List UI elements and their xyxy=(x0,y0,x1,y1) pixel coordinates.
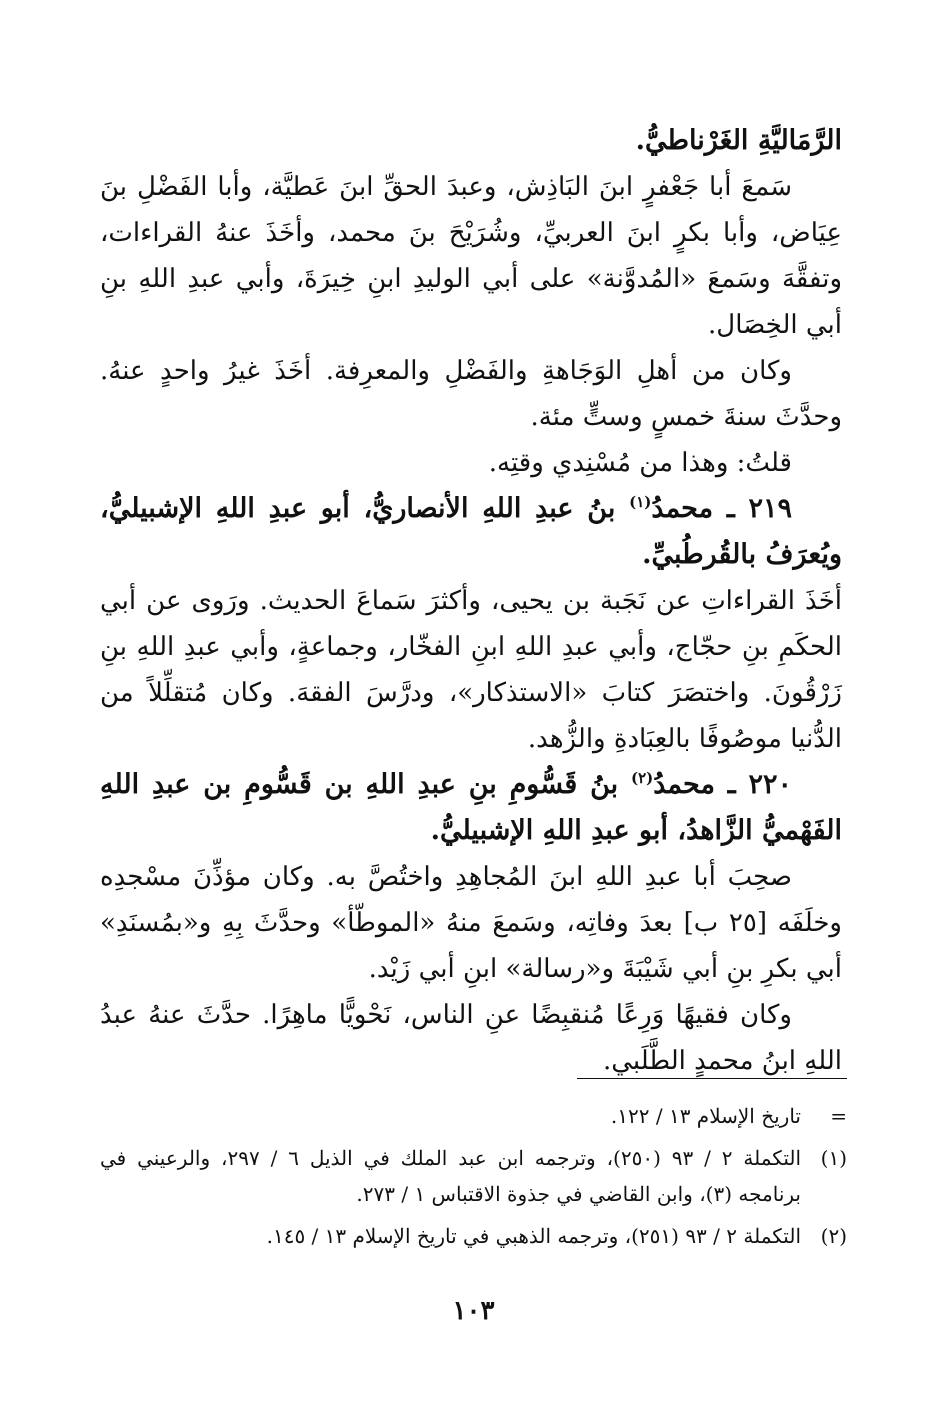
entry-heading-prefix: ٢١٩ ـ محمدُ xyxy=(651,493,792,524)
entry-heading-220 xyxy=(100,762,842,854)
footnote-item xyxy=(100,1098,847,1134)
footnotes xyxy=(100,1098,847,1254)
footnote-reference: (٢) xyxy=(630,769,654,787)
footnote-marker: (١) xyxy=(820,1146,847,1170)
footnote-marker: (٢) xyxy=(820,1224,847,1248)
footnote-item xyxy=(100,1140,847,1212)
paragraph: أخَذَ القراءاتِ عن نَجَبة بن يحيى، وأكثرَ سَماعَ الحديث. ورَوى عن أبي الحكَمِ بنِ حجّاج، وأبي عبدِ اللهِ ابنِ الفخّار، وجماعةٍ، وأبي عبدِ اللهِ بنِ زَرْقُونَ. واختصَرَ كتابَ «الاستذكار»، ودرَّسَ الفقهَ. وكان مُتقلِّلاً من الدُّنيا موصُوفًا بالعِبَادةِ والزُّهد. xyxy=(100,586,842,754)
footnote-reference: (١) xyxy=(629,493,652,511)
entry-heading-prefix: ٢٢٠ ـ محمدُ xyxy=(653,769,792,800)
main-text xyxy=(100,118,842,1084)
paragraph: صحِبَ أبا عبدِ اللهِ ابنَ المُجاهِدِ واختُصَّ به. وكان مؤذِّنَ مسْجدِه وخلَفَه [٢٥ ب] بعدَ وفاتِه، وسَمعَ منهُ «الموطّأ» وحدَّثَ بِهِ و«بمُسنَدِ» أبي بكرِ بنِ أبي شَيْبَةَ و«رسالة» ابنِ أبي زَيْد. xyxy=(100,862,842,984)
paragraph: سَمعَ أبا جَعْفرٍ ابنَ البَاذِش، وعبدَ الحقِّ ابنَ عَطيَّة، وأبا الفَضْلِ بنَ عِيَاض، وأبا بكرٍ ابنَ العربيِّ، وشُرَيْحَ بنَ محمد، وأخَذَ عنهُ القراءات، وتفقَّهَ وسَمعَ «المُدوَّنة» على أبي الوليدِ ابنِ خِيرَةَ، وأبي عبدِ اللهِ بنِ أبي الخِصَال. xyxy=(100,172,842,340)
entry-heading-rest: بنُ قَسُّومِ بنِ عبدِ اللهِ بن قَسُّومِ بن عبدِ اللهِ الفَهْميُّ الزَّاهدُ، أبو عبدِ اللهِ الإشبيليُّ. xyxy=(100,769,842,846)
footnote-text: تاريخ الإسلام ١٣ / ١٢٢. xyxy=(610,1104,801,1128)
paragraph-continuation: الرَّمَاليَّةِ الغَرْناطيُّ. xyxy=(635,125,842,156)
footnote-text: التكملة ٢ / ٩٣ (٢٥٠)، وترجمه ابن عبد الملك في الذيل ٦ / ٢٩٧، والرعيني في برنامجه (٣)، وابن القاضي في جذوة الاقتباس ١ / ٢٧٣. xyxy=(100,1146,802,1206)
page-number: ١٠٣ xyxy=(452,1296,495,1326)
footnote-marker: = xyxy=(830,1104,847,1128)
footnote-separator xyxy=(577,1078,847,1079)
paragraph: وكان فقيهًا وَرِعًا مُنقبِضًا عنِ الناس، نَحْويًّا ماهِرًا. حدَّثَ عنهُ عبدُ اللهِ ابنُ محمدٍ الطَّلَبي. xyxy=(100,1000,842,1076)
paragraph: قلتُ: وهذا من مُسْنِدي وقتِه. xyxy=(488,448,792,478)
entry-heading-rest: بنُ عبدِ اللهِ الأنصاريُّ، أبو عبدِ اللهِ الإشبيليُّ، ويُعرَفُ بالقُرطُبيِّ. xyxy=(100,493,842,570)
footnote-text: التكملة ٢ / ٩٣ (٢٥١)، وترجمه الذهبي في تاريخ الإسلام ١٣ / ١٤٥. xyxy=(266,1224,801,1248)
entry-heading-219 xyxy=(100,486,842,578)
footnote-item xyxy=(100,1218,847,1254)
paragraph: وكان من أهلِ الوَجَاهةِ والفَضْلِ والمعرِفة. أخَذَ غيرُ واحدٍ عنهُ. وحدَّثَ سنةَ خمسٍ وستٍّ مئة. xyxy=(100,356,842,432)
